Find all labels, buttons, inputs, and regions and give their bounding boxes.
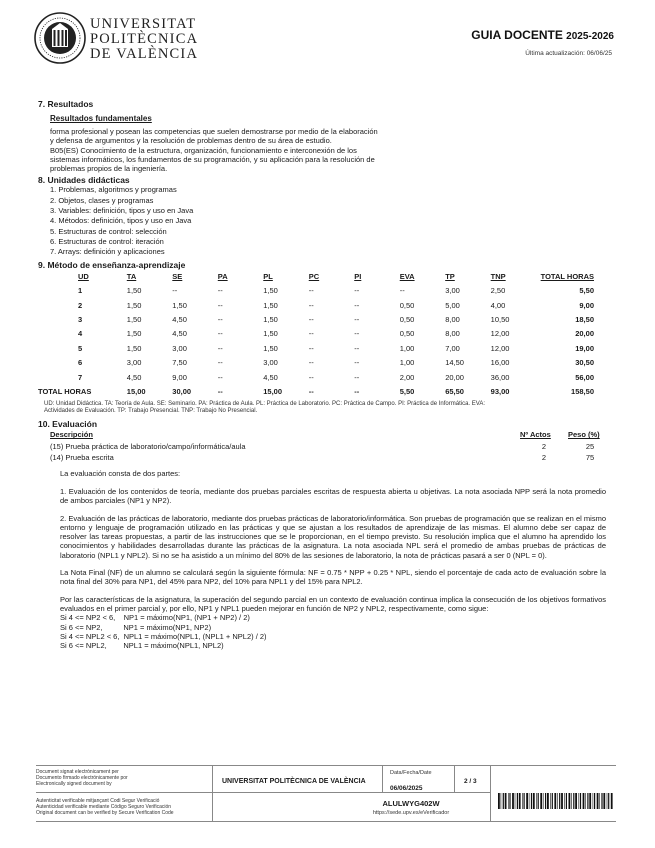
section-title-results: 7. Resultados	[38, 99, 94, 109]
cell-pa: --	[217, 343, 223, 353]
cell-ta: 1,50	[126, 286, 142, 296]
cell-pl: 1,50	[263, 315, 278, 325]
cell-total-hours: 30,50	[575, 358, 594, 368]
cell-tnp: 12,00	[490, 329, 510, 339]
cell-pa: --	[217, 300, 223, 310]
cell-se: 9,00	[172, 372, 187, 382]
cell-pi: --	[354, 329, 360, 339]
cell-unit: 6	[78, 358, 83, 368]
column-header: PI	[354, 272, 362, 282]
total-cell-se: 30,00	[172, 386, 192, 396]
cell-total-hours: 9,00	[579, 300, 594, 310]
signer-name: UNIVERSITAT POLITÈCNICA DE VALÈNCIA	[222, 778, 366, 785]
results-line: forma profesional y posean las competencias que suelen demostrarse por medio de la elaboración	[50, 127, 378, 136]
cell-total-hours: 56,00	[575, 372, 594, 382]
cell-se: 4,50	[172, 315, 187, 325]
evaluation-table	[50, 429, 612, 463]
cell-pl: 1,50	[263, 343, 278, 353]
cell-se: 7,50	[172, 358, 187, 368]
cell-ta: 1,50	[126, 300, 142, 310]
signed-by-label: Document signat electrònicament per Documento firmado electrónicamente por Electronically signed document by	[36, 769, 128, 787]
cell-pa: --	[217, 329, 223, 339]
cell-ta: 1,50	[126, 329, 142, 339]
list-item: 4. Métodos: definición, tipos y uso en Java	[50, 216, 192, 226]
cell-pc: --	[308, 372, 314, 382]
results-line: problemas propios de la ingeniería.	[50, 164, 168, 174]
cell-pi: --	[354, 358, 360, 368]
list-item: 2. Objetos, clases y programas	[50, 195, 154, 205]
evaluation-weight: 25	[585, 441, 595, 451]
cell-tnp: 4,00	[490, 300, 506, 310]
table-row	[50, 452, 612, 463]
cell-tp: 5,00	[445, 300, 460, 310]
total-cell-ta: 15,00	[126, 386, 146, 396]
cell-tp: 14,50	[445, 358, 464, 368]
table-header-row	[50, 429, 612, 441]
units-list	[50, 185, 618, 257]
formula-line: Si 6 <= NPL2, NPL1 = máximo(NPL1, NPL2)	[60, 641, 224, 651]
total-cell-pc: --	[308, 386, 314, 396]
cell-eva: 0,50	[399, 329, 415, 339]
cell-total-hours: 5,50	[579, 286, 594, 296]
cell-pi: --	[354, 372, 360, 382]
cell-pa: --	[217, 286, 223, 296]
list-item: 7. Arrays: definición y aplicaciones	[50, 247, 165, 257]
cell-unit: 3	[78, 315, 83, 325]
page-content	[38, 97, 618, 650]
cell-pc: --	[308, 300, 314, 310]
table-row	[38, 284, 612, 298]
table-header-row	[38, 270, 612, 284]
cell-pc: --	[308, 315, 314, 325]
table-row	[38, 312, 612, 326]
evaluation-description: (15) Prueba práctica de laboratorio/campo/informática/aula	[50, 441, 246, 451]
column-header: TP	[445, 272, 455, 282]
cell-tp: 7,00	[445, 343, 460, 353]
cell-pl: 4,50	[263, 372, 278, 382]
verification-code: ALULWYG402W	[382, 799, 440, 808]
cell-unit: 5	[78, 343, 83, 353]
table-row	[50, 441, 612, 452]
cell-se: 4,50	[172, 329, 187, 339]
cell-tnp: 2,50	[490, 286, 506, 296]
cell-ta: 4,50	[126, 372, 142, 382]
cell-tnp: 36,00	[490, 372, 510, 382]
last-update: Última actualización: 06/06/25	[525, 50, 612, 57]
cell-tp: 20,00	[445, 372, 464, 382]
cell-eva: 0,50	[399, 315, 415, 325]
subsection-title-fundamental-results: Resultados fundamentales	[50, 114, 152, 123]
cell-pc: --	[308, 358, 314, 368]
cell-pa: --	[217, 358, 223, 368]
cell-eva: 1,00	[399, 343, 415, 353]
cell-pi: --	[354, 315, 360, 325]
cell-se: --	[172, 286, 178, 296]
evaluation-paragraph: 2. Evaluación de las prácticas de laboratorio, mediante dos pruebas prácticas de laboratorio/informática. Son pruebas de programación que se realizan en el mismo entorno y lenguaje de programación utilizado en las prácticas y que se ajustan a los resultados de aprendizaje de las mismas. El alumno debe ser capaz de resolver las tareas propuestas, a partir de las instrucciones que se le proporcionan, en el tiempo previsto. Su resolución implica que el alumno ha aprendido los conocimientos y habilidades desarrolladas durante las prácticas de la asignatura. La nota asociada NPL será el promedio de ambas pruebas de prácticas de laboratorio (NPL1 y NPL2). Si no se ha asistido a un mínimo del 80% de las sesiones de laboratorio, la nota de prácticas pasará a ser 0 (NPL = 0).	[60, 513, 606, 560]
evaluation-paragraph: La evaluación consta de dos partes:	[60, 468, 181, 478]
list-item: 6. Estructuras de control: iteración	[50, 236, 164, 246]
evaluation-description-text	[60, 469, 606, 651]
cell-eva: 2,00	[399, 372, 415, 382]
evaluation-paragraph: Por las características de la asignatura, la superación del segundo parcial en un contexto de evaluación continua implica la consecución de los objetivos formativos evaluados en el primer parcial y, por ello, NP1 y NPL1 pueden mejorar en función de NP2 y NPL2, respectivamente, como sigue:	[60, 594, 606, 613]
cell-tnp: 16,00	[490, 358, 510, 368]
cell-total-hours: 18,50	[575, 315, 594, 325]
cell-se: 1,50	[172, 300, 187, 310]
cell-eva: 1,00	[399, 358, 415, 368]
table-total-row	[38, 384, 612, 398]
results-line: y defensa de argumentos y la resolución de problemas dentro de su área de estudio.	[50, 136, 332, 146]
table-row	[38, 341, 612, 355]
total-cell-pl: 15,00	[263, 386, 283, 396]
cell-tp: 8,00	[445, 329, 460, 339]
results-line: B05(ES) Conocimiento de la estructura, organización, funcionamiento e interconexión de los	[50, 145, 357, 155]
column-header: TOTAL HORAS	[540, 272, 594, 282]
column-header: TA	[126, 272, 137, 282]
evaluation-description: (14) Prueba escrita	[50, 452, 114, 462]
cell-pc: --	[308, 286, 314, 296]
guide-title: GUIA DOCENTE 2025-2026	[471, 28, 614, 42]
column-header: Peso (%)	[568, 430, 600, 440]
cell-unit: 7	[78, 372, 83, 382]
signature-footer	[36, 765, 616, 821]
university-seal-logo	[34, 12, 86, 64]
results-line: sistemas informáticos, los fundamentos de su programación, y su aplicación para la resolución de	[50, 154, 375, 164]
column-header: EVA	[399, 272, 415, 282]
cell-pl: 1,50	[263, 286, 278, 296]
total-cell-tnp: 93,00	[490, 386, 510, 396]
total-cell-eva: 5,50	[399, 386, 415, 396]
teaching-method-rows	[38, 284, 612, 399]
cell-ta: 3,00	[126, 358, 142, 368]
formula-line: Si 4 <= NPL2 < 6, NPL1 = máximo(NPL1, (NPL1 + NPL2) / 2)	[60, 631, 267, 641]
teaching-method-table	[38, 270, 612, 399]
column-header: Nº Actos	[520, 430, 551, 440]
signature-date: 06/06/2025	[390, 785, 423, 792]
total-cell-pa: --	[217, 386, 223, 396]
total-cell-unit: TOTAL HORAS	[38, 386, 92, 396]
total-cell-tp: 65,50	[445, 386, 464, 396]
total-cell-total-hours: 158,50	[571, 386, 594, 396]
cell-unit: 1	[78, 286, 83, 296]
barcode-icon	[498, 793, 614, 809]
verification-label: Autenticitat verificable mitjançant Codi Segur Verificació Autenticidad verificable mediante Código Seguro Verificación Original document can be verified by Secure Verification Code	[36, 798, 174, 816]
cell-pi: --	[354, 300, 360, 310]
table-row	[38, 298, 612, 312]
evaluation-paragraph: La Nota Final (NF) de un alumno se calculará según la siguiente fórmula: NF = 0.75 * NPP + 0.25 * NPL, siendo el porcentaje de cada acto de evaluación sobre la nota final del 30% para NP1, del 45% para NP2, del 10% para NPL1 y del 15% para NPL2.	[60, 568, 606, 587]
cell-pi: --	[354, 286, 360, 296]
cell-pc: --	[308, 329, 314, 339]
evaluation-paragraph: 1. Evaluación de los contenidos de teoría, mediante dos pruebas parciales escritas de respuesta abierta u objetivas. La nota asociada NPP será la nota promedio de ambos parciales (NP1 y NP2).	[60, 486, 606, 506]
cell-total-hours: 20,00	[575, 329, 594, 339]
cell-eva: 0,50	[399, 300, 415, 310]
table-row	[38, 370, 612, 384]
cell-tp: 3,00	[445, 286, 460, 296]
cell-pc: --	[308, 343, 314, 353]
column-header: PC	[308, 272, 320, 282]
grade-formulas	[60, 613, 606, 650]
cell-pa: --	[217, 315, 223, 325]
list-item: 1. Problemas, algoritmos y programas	[50, 185, 177, 195]
section-title-units: 8. Unidades didácticas	[38, 175, 130, 186]
cell-total-hours: 19,00	[575, 343, 594, 353]
page-number: 2 / 3	[464, 778, 477, 785]
section-title-teaching-method: 9. Método de enseñanza-aprendizaje	[38, 259, 186, 270]
cell-unit: 2	[78, 300, 83, 310]
verification-url[interactable]: https://sede.upv.es/eVerificador	[372, 810, 450, 816]
cell-tnp: 12,00	[490, 343, 510, 353]
cell-ta: 1,50	[126, 315, 142, 325]
cell-pl: 1,50	[263, 329, 278, 339]
list-item: 5. Estructuras de control: selección	[50, 226, 167, 236]
column-header: Descripción	[50, 430, 93, 440]
evaluation-acts: 2	[541, 452, 547, 462]
section-title-evaluation: 10. Evaluación	[38, 418, 98, 429]
evaluation-acts: 2	[541, 441, 547, 451]
table-row	[38, 356, 612, 370]
column-header: PA	[217, 272, 228, 282]
formula-line: Si 4 <= NP2 < 6, NP1 = máximo(NP1, (NP1 + NP2) / 2)	[60, 613, 250, 623]
university-name: UNIVERSITAT POLITÈCNICA DE VALÈNCIA	[90, 16, 199, 62]
page-header	[34, 12, 624, 72]
table-legend: UD: Unidad Didáctica. TA: Teoría de Aula. SE: Seminario. PA: Práctica de Aula. PL: Práctica de Laboratorio. PC: Práctica de Campo. PI: Práctica de Informática. EVA: Actividades de Evaluación. TP: Trabajo Presencial. TNP: Trabajo No Presencial.	[44, 400, 485, 415]
cell-se: 3,00	[172, 343, 187, 353]
cell-pl: 3,00	[263, 358, 278, 368]
column-header: UD	[78, 272, 89, 282]
column-header: TNP	[490, 272, 506, 282]
cell-pa: --	[217, 372, 223, 382]
cell-eva: --	[399, 286, 405, 296]
formula-line: Si 6 <= NP2, NP1 = máximo(NP1, NP2)	[60, 622, 212, 632]
list-item: 3. Variables: definición, tipos y uso en Java	[50, 206, 194, 216]
cell-tp: 8,00	[445, 315, 460, 325]
results-text	[50, 127, 450, 173]
total-cell-pi: --	[354, 386, 360, 396]
cell-pl: 1,50	[263, 300, 278, 310]
guide-year: 2025-2026	[566, 31, 614, 42]
table-row	[38, 327, 612, 341]
column-header: PL	[263, 272, 273, 282]
evaluation-weight: 75	[585, 452, 595, 462]
cell-unit: 4	[78, 329, 83, 339]
cell-pi: --	[354, 343, 360, 353]
date-label: Data/Fecha/Date	[390, 770, 432, 776]
cell-tnp: 10,50	[490, 315, 510, 325]
cell-ta: 1,50	[126, 343, 142, 353]
column-header: SE	[172, 272, 183, 282]
